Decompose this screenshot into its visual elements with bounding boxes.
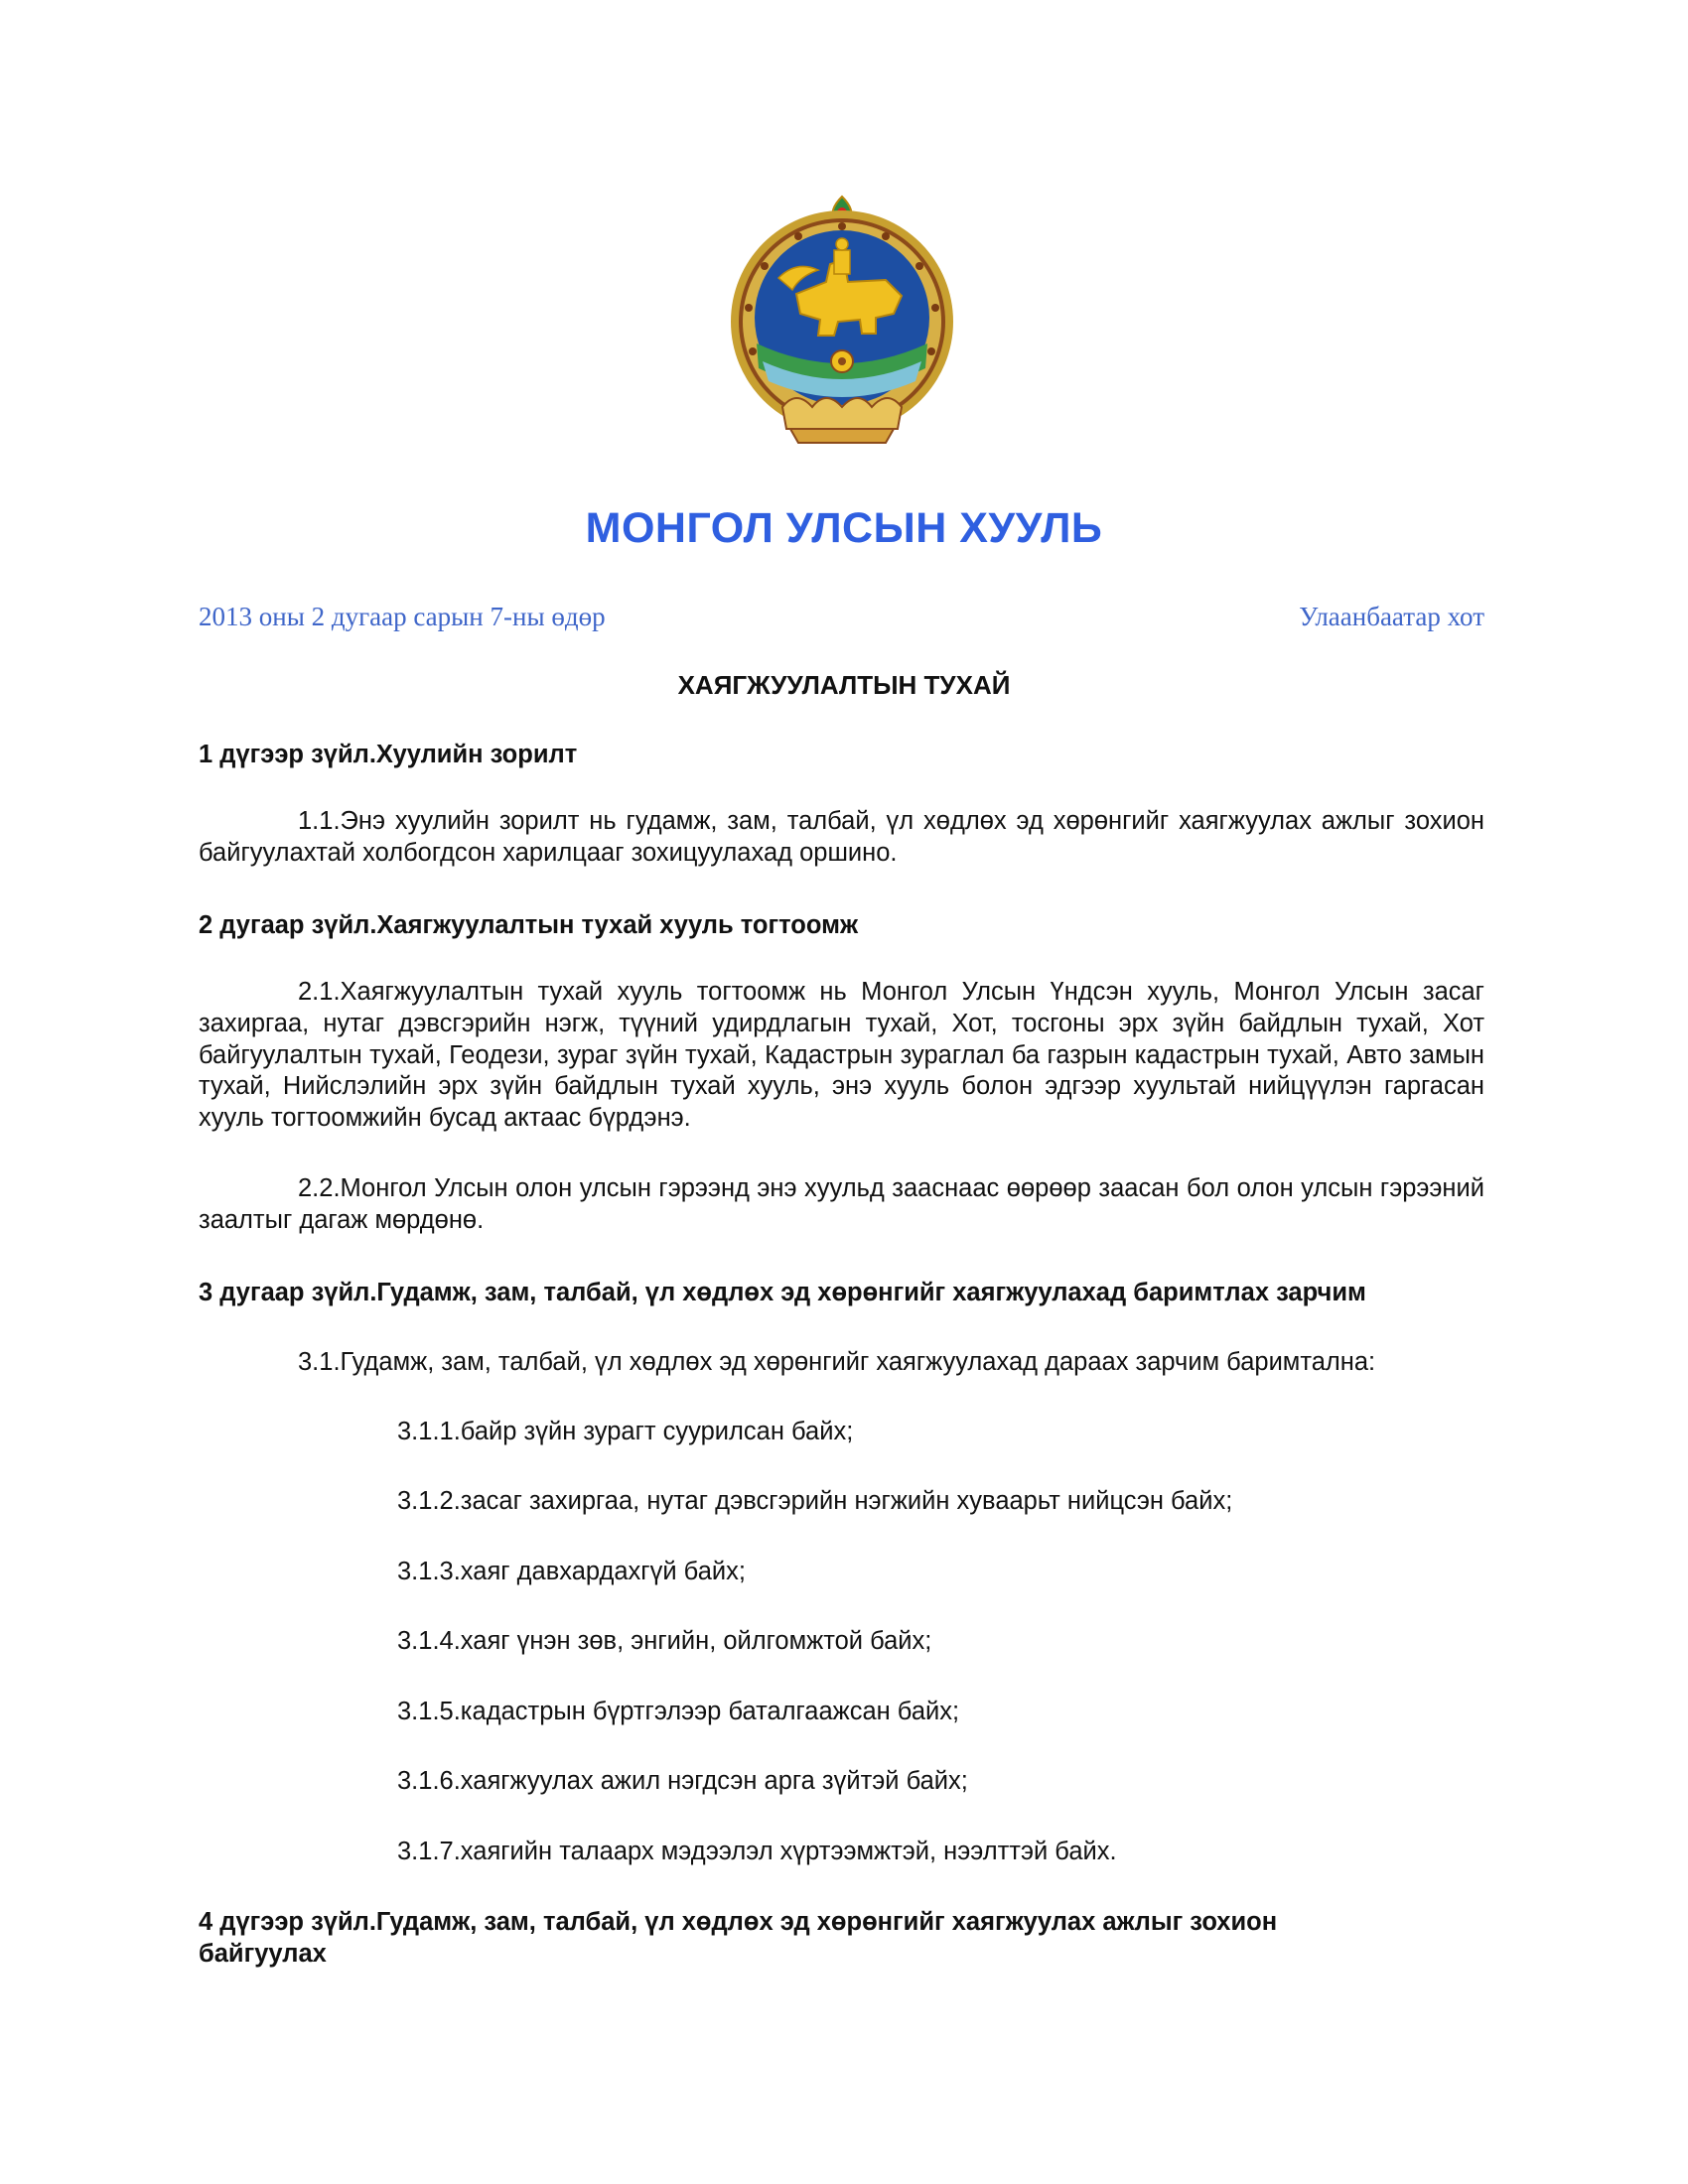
- clause-item: 3.1.1.байр зүйн зурагт суурилсан байх;: [397, 1418, 854, 1445]
- document-title: ХАЯГЖУУЛАЛТЫН ТУХАЙ: [677, 670, 1011, 700]
- adoption-date: 2013 оны 2 дугаар сарын 7-ны өдөр: [199, 602, 606, 631]
- adoption-place: Улаанбаатар хот: [1299, 602, 1484, 631]
- article-paragraph: 2.1.Хаягжуулалтын тухай хууль тогтоомж нь Монгол Улсын Үндсэн хууль, Монгол Улсын засаг захиргаа, нутаг дэвсгэрийн нэгж, түүний удирдлагын тухай, Хот, тосгоны эрх зүйн байдлын тухай, Хот байгуулалтын тухай, Геодези, зураг зүйн тухай, Кадастрын зураглал ба газрын кадастрын тухай, Авто замын тухай, Нийслэлийн эрх зүйн байдлын тухай хууль, энэ хууль болон эдгээр хуультай нийцүүлэн гаргасан хууль тогтоомжийн бусад актаас бүрдэнэ.: [199, 978, 1484, 1133]
- clause-item: 3.1.3.хаяг давхардахгүй байх;: [397, 1558, 746, 1585]
- article-paragraph: 2.2.Монгол Улсын олон улсын гэрээнд энэ хуульд зааснаас өөрөөр заасан бол олон улсын гэрээний заалтыг дагаж мөрдөнө.: [199, 1174, 1484, 1234]
- clause-item: 3.1.4.хаяг үнэн зөв, энгийн, ойлгомжтой байх;: [397, 1627, 932, 1655]
- article-heading: 1 дүгээр зүйл.Хуулийн зорилт: [199, 741, 578, 768]
- state-emblem-of-mongolia-icon: [727, 195, 957, 449]
- date-place-row: [199, 602, 1484, 641]
- article-heading: 2 дугаар зүйл.Хаягжуулалтын тухай хууль тогтоомж: [199, 911, 859, 939]
- clause-item: 3.1.2.засаг захиргаа, нутаг дэвсгэрийн нэгжийн хуваарьт нийцсэн байх;: [397, 1487, 1233, 1515]
- article-paragraph: 1.1.Энэ хуулийн зорилт нь гудамж, зам, талбай, үл хөдлөх эд хөрөнгийг хаягжуулах ажлыг зохион байгуулахтай холбогдсон харилцааг зохицуулахад оршино.: [199, 807, 1484, 867]
- clause-item: 3.1.5.кадастрын бүртгэлээр баталгаажсан байх;: [397, 1698, 960, 1725]
- clause-item: 3.1.6.хаягжуулах ажил нэгдсэн арга зүйтэй байх;: [397, 1767, 968, 1795]
- article-heading: 3 дугаар зүйл.Гудамж, зам, талбай, үл хөдлөх эд хөрөнгийг хаягжуулахад баримтлах зарчим: [199, 1279, 1366, 1306]
- article-heading: 4 дүгээр зүйл.Гудамж, зам, талбай, үл хөдлөх эд хөрөнгийг хаягжуулах ажлыг зохион байгуулах: [199, 1908, 1278, 1968]
- clause-item: 3.1.7.хаягийн талаарх мэдээлэл хүртээмжтэй, нээлттэй байх.: [397, 1838, 1117, 1865]
- law-title: МОНГОЛ УЛСЫН ХУУЛЬ: [585, 504, 1103, 552]
- clause-intro: 3.1.Гудамж, зам, талбай, үл хөдлөх эд хөрөнгийг хаягжуулахад дараах зарчим баримтална:: [298, 1348, 1376, 1376]
